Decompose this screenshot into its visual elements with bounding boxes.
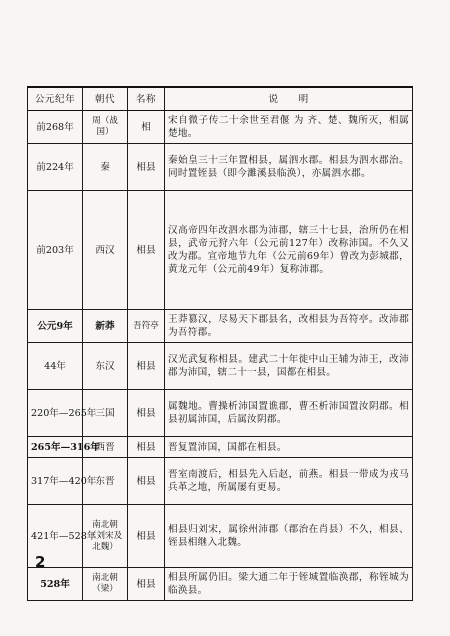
page-number: 2: [35, 553, 46, 571]
table-header-row: [28, 87, 413, 111]
row-dynasty: 周（战国）: [83, 111, 128, 144]
table-row: [28, 390, 413, 437]
row-dynasty: 秦: [83, 144, 128, 191]
row-dynasty: 南北朝（梁）: [83, 568, 128, 601]
row-dynasty: 南北朝（刘宋及北魏）: [83, 505, 128, 568]
row-year: 公元9年: [28, 310, 83, 343]
table-row: [28, 343, 413, 390]
row-dynasty: 新莽: [83, 310, 128, 343]
row-dynasty: 三国: [83, 390, 128, 437]
row-description: 王莽篡汉，尽易天下郡县名，改相县为吾符亭。改沛郡为吾符郡。: [165, 310, 413, 343]
row-name: 相县: [128, 144, 165, 191]
header-description: 说 明: [165, 87, 413, 111]
table-row: [28, 437, 413, 458]
table-row: [28, 144, 413, 191]
row-description: 属魏地。曹操析沛国置谯郡，曹丕析沛国置汝阴郡。相县初属沛国，后属汝阴郡。: [165, 390, 413, 437]
row-year: 44年: [28, 343, 83, 390]
row-name: 相县: [128, 458, 165, 505]
row-dynasty: 西晋: [83, 437, 128, 458]
row-name: 相县: [128, 191, 165, 310]
row-year: 前268年: [28, 111, 83, 144]
header-name: 名称: [128, 87, 165, 111]
row-name: 相县: [128, 437, 165, 458]
row-year: 前224年: [28, 144, 83, 191]
row-dynasty: 东晋: [83, 458, 128, 505]
row-name: 相县: [128, 568, 165, 601]
row-description: 秦始皇三十三年置相县，属泗水郡。相县为泗水郡治。同时置铚县（即今濉溪县临涣），亦属泗水郡。: [165, 144, 413, 191]
header-dynasty: 朝代: [83, 87, 128, 111]
row-year: 220年—265年: [28, 390, 83, 437]
row-description: 汉高帝四年改泗水郡为沛郡，辖三十七县，治所仍在相县，武帝元狩六年（公元前127年）改称沛国。不久又改为郡。宣帝地节九年（公元前69年）曾改为彭城郡，黄龙元年（公元前49年）复称沛郡。: [165, 191, 413, 310]
row-description: 晋室南渡后，相县先入后赵，前燕。相县一带成为戎马兵革之地，所属屡有更易。: [165, 458, 413, 505]
table-row: [28, 505, 413, 568]
row-description: 晋复置沛国，国都在相县。: [165, 437, 413, 458]
row-year: 317年—420年: [28, 458, 83, 505]
table-row: [28, 191, 413, 310]
row-year: 421年—528年: [28, 505, 83, 568]
row-year: 528年: [28, 568, 83, 601]
table-row: [28, 568, 413, 601]
chronology-table: [27, 86, 413, 601]
row-dynasty: 东汉: [83, 343, 128, 390]
header-year: 公元纪年: [28, 87, 83, 111]
row-dynasty: 西汉: [83, 191, 128, 310]
table-row: [28, 458, 413, 505]
row-year: 265年—316年: [28, 437, 83, 458]
row-name: 相县: [128, 390, 165, 437]
row-name: 相县: [128, 343, 165, 390]
row-description: 宋自微子传二十余世至君偃 为 齐、楚、魏所灭，相属楚地。: [165, 111, 413, 144]
row-name: 相: [128, 111, 165, 144]
row-year: 前203年: [28, 191, 83, 310]
row-description: 相县归刘宋，属徐州沛郡（郡治在肖县）不久，相县、铚县相继入北魏。: [165, 505, 413, 568]
row-name: 相县: [128, 505, 165, 568]
row-description: 相县所属仍旧。梁大通二年于铚城置临涣郡，称铚城为临涣县。: [165, 568, 413, 601]
row-description: 汉光武复称相县。建武二十年徙中山王辅为沛王，改沛郡为沛国，辖二十一县，国都在相县。: [165, 343, 413, 390]
table-row: [28, 310, 413, 343]
row-name: 吾符亭: [128, 310, 165, 343]
table-row: [28, 111, 413, 144]
